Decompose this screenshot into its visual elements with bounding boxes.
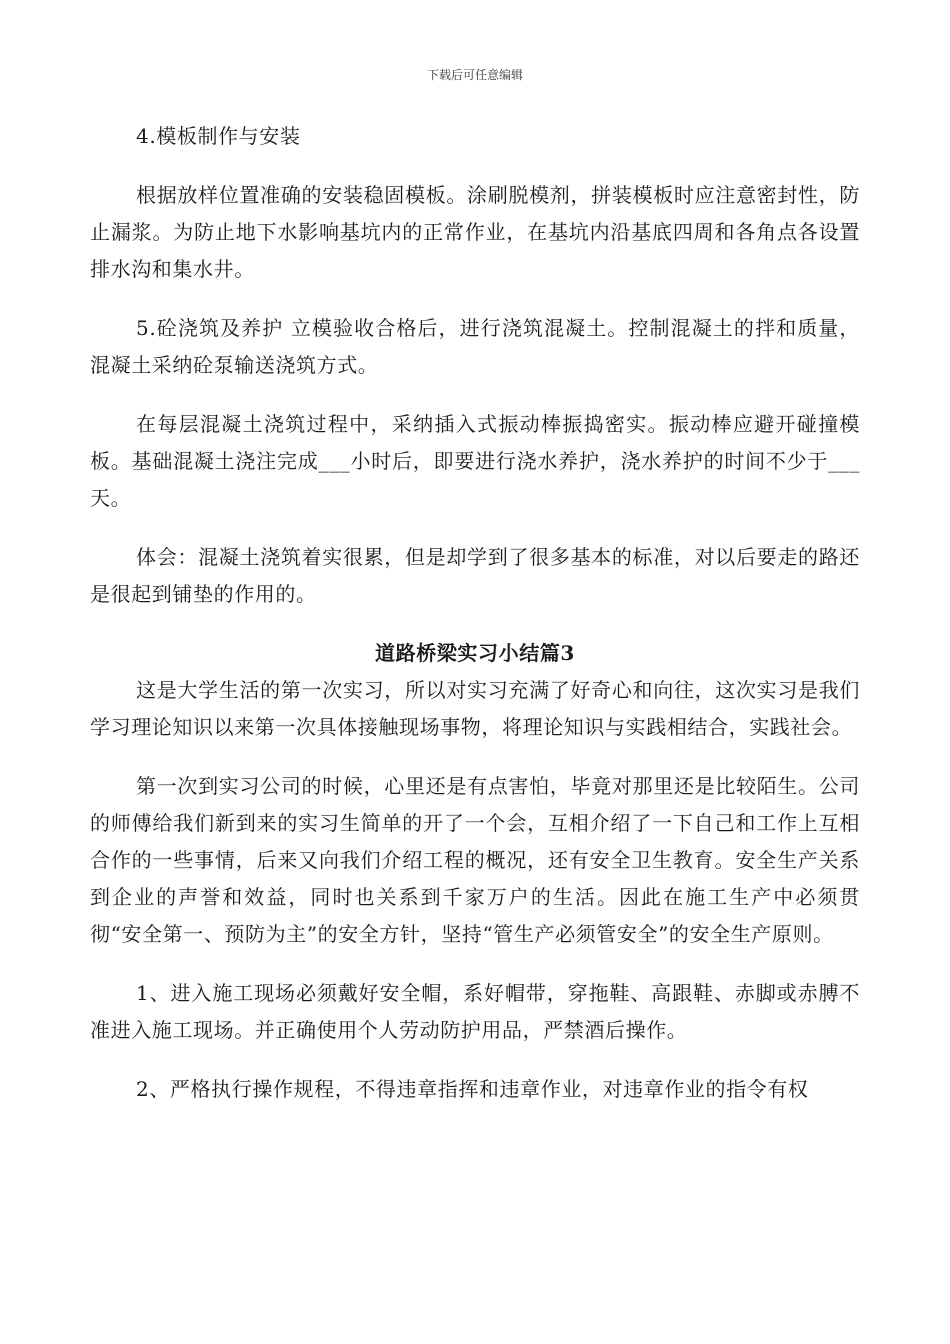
paragraph-first-day: 第一次到实习公司的时候，心里还是有点害怕，毕竟对那里还是比较陌生。公司的师傅给我们新到来的实习生简单的开了一个会，互相介绍了一下自己和工作上互相合作的一些事情，后来又向我们介绍工程的概况，还有安全卫生教育。安全生产关系到企业的声誉和效益，同时也关系到千家万户的生活。因此在施工生产中必须贯彻“安全第一、预防为主”的安全方针，坚持“管生产必须管安全”的安全生产原则。 bbox=[90, 774, 860, 946]
page-header-note: 下载后可任意编辑 bbox=[426, 68, 523, 82]
paragraph-formwork-body: 根据放样位置准确的安装稳固模板。涂刷脱模剂，拼装模板时应注意密封性，防止漏浆。为防止地下水影响基坑内的正常作业，在基坑内沿基底四周和各角点各设置排水沟和集水井。 bbox=[90, 183, 860, 281]
paragraph-vibration-curing: 在每层混凝土浇筑过程中，采纳插入式振动棒振捣密实。振动棒应避开碰撞模板。基础混凝土浇注完成___小时后，即要进行浇水养护，浇水养护的时间不少于___天。 bbox=[90, 412, 860, 510]
paragraph-formwork-title: 4.模板制作与安装 bbox=[136, 124, 301, 148]
paragraph-rule-2: 2、严格执行操作规程，不得违章指挥和违章作业，对违章作业的指令有权 bbox=[136, 1077, 809, 1101]
paragraph-reflection: 体会：混凝土浇筑着实很累，但是却学到了很多基本的标准，对以后要走的路还是很起到铺垫的作用的。 bbox=[90, 545, 860, 606]
paragraph-concrete-pouring: 5.砼浇筑及养护 立模验收合格后，进行浇筑混凝土。控制混凝土的拌和质量，混凝土采纳砼泵输送浇筑方式。 bbox=[90, 316, 860, 377]
paragraph-rule-1: 1、进入施工现场必须戴好安全帽，系好帽带，穿拖鞋、高跟鞋、赤脚或赤膊不准进入施工现场。并正确使用个人劳动防护用品，严禁酒后操作。 bbox=[90, 981, 860, 1042]
paragraph-intro: 这是大学生活的第一次实习，所以对实习充满了好奇心和向往，这次实习是我们学习理论知识以来第一次具体接触现场事物，将理论知识与实践相结合，实践社会。 bbox=[90, 678, 860, 739]
document-body bbox=[90, 118, 860, 1108]
section-heading: 道路桥梁实习小结篇3 bbox=[375, 641, 575, 665]
